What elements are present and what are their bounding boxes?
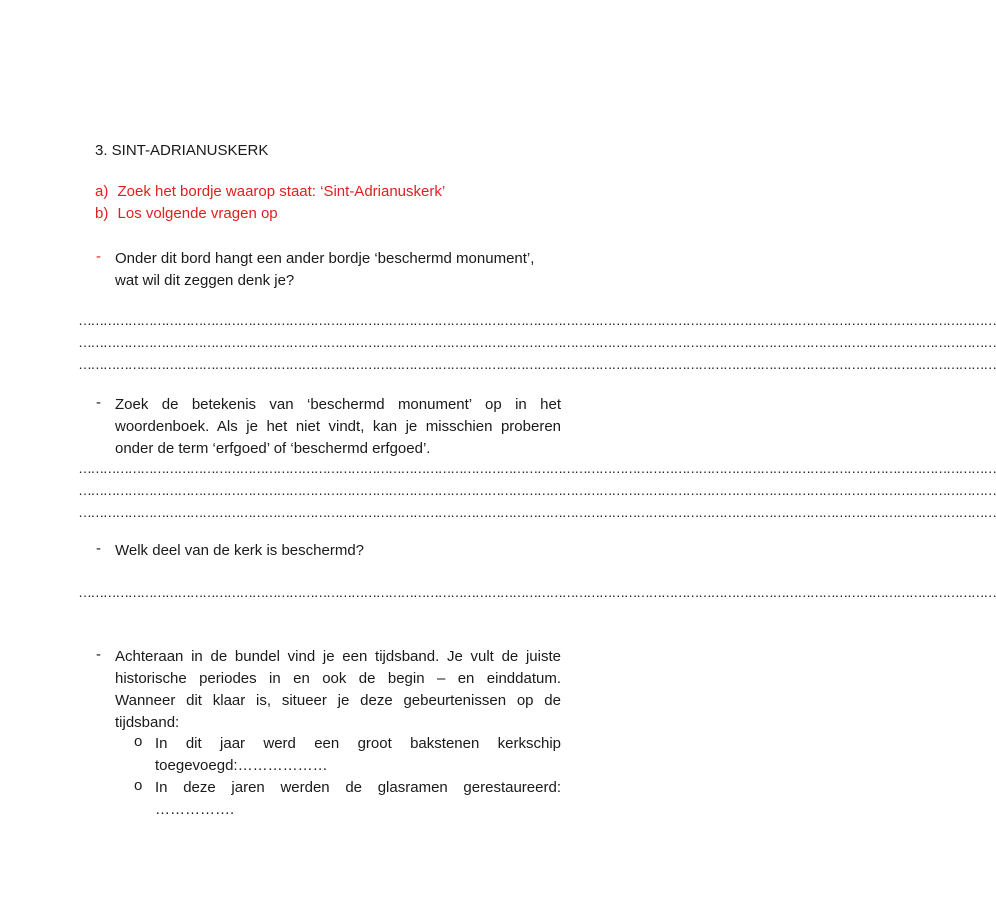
- question-4-line-4: tijdsband:: [115, 714, 180, 731]
- sub-bullet-2-line-1: In deze jaren werden de glasramen gerestaureerd:: [155, 779, 561, 796]
- answer-line[interactable]: ……………………………………………………………………………………………………………………………………………………………………………………………………: [78, 584, 996, 600]
- section-heading: 3. SINT-ADRIANUSKERK: [95, 142, 269, 159]
- answer-line[interactable]: ……………………………………………………………………………………………………………………………………………………………………………………………………: [78, 356, 996, 372]
- question-4-dash: -: [96, 646, 101, 663]
- sub-bullet-1-line-1: In dit jaar werd een groot bakstenen kerkschip: [155, 735, 561, 752]
- instruction-a-marker: a): [95, 183, 109, 200]
- answer-line[interactable]: ……………………………………………………………………………………………………………………………………………………………………………………………………: [78, 460, 996, 476]
- answer-line[interactable]: ……………………………………………………………………………………………………………………………………………………………………………………………………: [78, 312, 996, 328]
- instruction-a-text: Zoek het bordje waarop staat: ‘Sint-Adrianuskerk’: [117, 183, 446, 200]
- answer-line[interactable]: ……………………………………………………………………………………………………………………………………………………………………………………………………: [78, 334, 996, 350]
- question-1-dash: -: [96, 248, 101, 265]
- question-3: [115, 540, 561, 562]
- sub-bullet-1-line-2: toegevoegd:………………: [155, 757, 328, 774]
- answer-line[interactable]: ……………………………………………………………………………………………………………………………………………………………………………………………………: [78, 482, 996, 498]
- question-4-line-3: Wanneer dit klaar is, situeer je deze gebeurtenissen op de: [115, 692, 561, 709]
- question-4: [115, 646, 561, 734]
- question-1-line-1: Onder dit bord hangt een ander bordje ‘beschermd monument’,: [115, 250, 535, 267]
- question-2-line-2: woordenboek. Als je het niet vindt, kan je misschien proberen: [115, 418, 561, 435]
- sub-bullet-2-line-2: …………….: [155, 801, 235, 818]
- question-2-line-1: Zoek de betekenis van ‘beschermd monument’ op in het: [115, 396, 561, 413]
- instruction-b-text: Los volgende vragen op: [117, 205, 278, 222]
- question-2-line-3: onder de term ‘erfgoed’ of ‘beschermd erfgoed’.: [115, 440, 431, 457]
- sub-bullet-1: [155, 733, 561, 777]
- question-2-dash: -: [96, 394, 101, 411]
- question-4-line-2: historische periodes in en ook de begin – en einddatum.: [115, 670, 561, 687]
- question-1: [115, 248, 561, 292]
- question-3-dash: -: [96, 540, 101, 557]
- instruction-b-marker: b): [95, 205, 109, 222]
- sub-bullet-2: [155, 777, 561, 821]
- question-4-line-1: Achteraan in de bundel vind je een tijdsband. Je vult de juiste: [115, 648, 561, 665]
- sub-bullet-1-marker: o: [134, 733, 143, 750]
- sub-bullet-2-marker: o: [134, 777, 143, 794]
- question-3-line-1: Welk deel van de kerk is beschermd?: [115, 542, 365, 559]
- instruction-a: [95, 183, 445, 200]
- question-1-line-2: wat wil dit zeggen denk je?: [115, 272, 295, 289]
- instruction-b: [95, 205, 278, 222]
- question-2: [115, 394, 561, 460]
- answer-line[interactable]: ……………………………………………………………………………………………………………………………………………………………………………………………………: [78, 504, 996, 520]
